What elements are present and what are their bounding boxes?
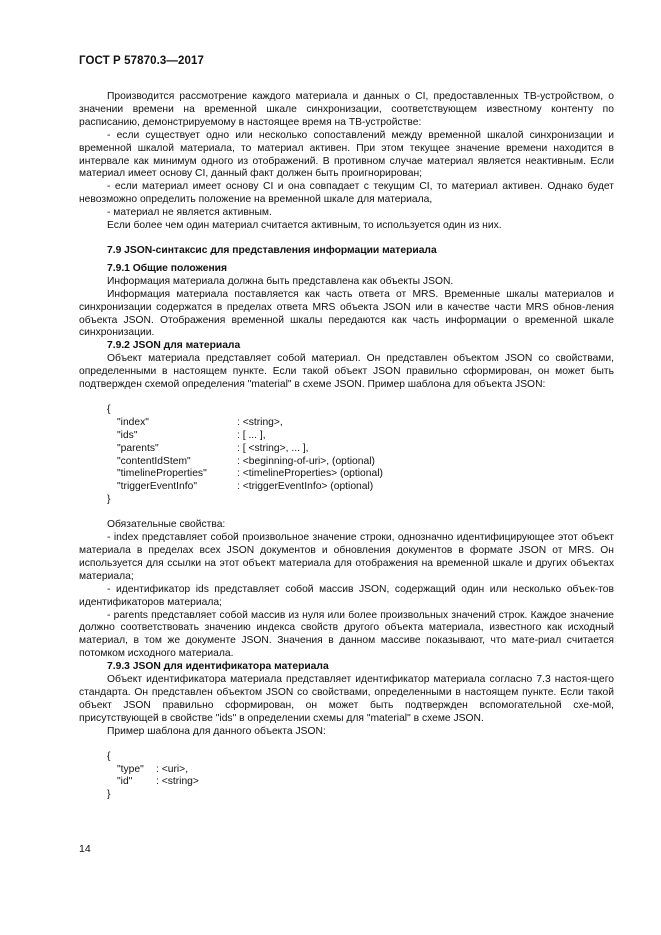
- paragraph: Информация материала поставляется как часть ответа от MRS. Временные шкалы материалов и синхронизации содержатся в пределах ответа MRS объекта JSON или в качестве части MRS обнов-ления объекта JSON. Отображения временной шкалы передаются как часть информации о временной шкале синхронизации.: [79, 288, 614, 339]
- code-key: "parents": [117, 442, 159, 454]
- code-value: : [ <string>, ... ],: [237, 442, 309, 454]
- paragraph: Если более чем один материал считается активным, то используется один из них.: [107, 220, 502, 232]
- paragraph: Объект материала представляет собой материал. Он представлен объектом JSON со свойствами, определенными в настоящем пункте. Если такой объект JSON правильно сформирован, он может быть подтвержден схемой определения "material" в схеме JSON. Пример шаблона для объекта JSON:: [79, 353, 614, 391]
- list-item: - index представляет собой произвольное значение строки, однозначно идентифицирующее этот объект материала в пределах всех JSON документов и обновления документов в формате JSON от MRS. Он используется для ссылки на этот объект материала для отображения на временной шкале и других объектах материала;: [79, 532, 614, 582]
- code-key: "index": [117, 416, 149, 428]
- code-value: : [ ... ],: [237, 429, 266, 441]
- code-key: "contentIdStem": [117, 455, 191, 467]
- code-value: : <timelineProperties> (optional): [237, 468, 383, 480]
- paragraph: Объект идентификатора материала представляет идентификатор материала согласно 7.3 настоя-щего стандарта. Он представлен объектом JSON со свойствами, определенными в настоящем пункте. Если такой объект JSON правильно сформирован, он может быть подтвержден вспомогательной схе-мой, присутствующей в свойстве "ids" в определении схемы для "material" в схеме JSON.: [79, 674, 614, 724]
- code-close-brace: }: [107, 494, 111, 506]
- list-item: - идентификатор ids представляет собой массив JSON, содержащий один или несколько объек-тов идентификаторов материала;: [79, 583, 614, 608]
- code-value: : <uri>,: [156, 763, 189, 775]
- list-item: - parents представляет собой массив из нуля или более произвольных значений строк. Каждое значение должно соответствовать значению индекса свойств другого объекта материала, известного как исходный материал, в том же документе JSON. Значения в данном массиве показывают, что мате-риал считается потомком исходного материала.: [79, 609, 614, 660]
- paragraph: Пример шаблона для данного объекта JSON:: [107, 725, 326, 737]
- code-close-brace: }: [107, 789, 111, 801]
- code-key: "timelineProperties": [117, 468, 207, 480]
- list-item: - если существует одно или несколько сопоставлений между временной шкалой синхронизации и временной шкалой материала, то материал активен. При этом текущее значение времени находится в интервале как минимум одного из отображений. В противном случае материал является неактивным. Если материал имеет основу CI, данный факт должен быть проигнорирован;: [79, 129, 614, 180]
- section-heading: 7.9 JSON-синтаксис для представления информации материала: [107, 244, 437, 256]
- code-open-brace: {: [107, 750, 111, 762]
- code-key: "triggerEventInfo": [117, 481, 198, 493]
- code-value: : <string>,: [237, 416, 283, 428]
- subsection-heading: 7.9.1 Общие положения: [107, 262, 227, 274]
- page-content: [79, 91, 614, 802]
- paragraph: Информация материала должна быть представлена как объекты JSON.: [107, 275, 454, 287]
- code-key: "ids": [117, 429, 138, 441]
- json-template-identifier: [79, 751, 614, 803]
- list-item: - если материал имеет основу CI и она совпадает с текущим CI, то материал активен. Однако будет невозможно определить положение на временной шкале для материала,: [79, 181, 614, 206]
- code-value: : <string>: [156, 776, 199, 788]
- json-template-material: [79, 404, 614, 507]
- page-number: 14: [79, 843, 91, 855]
- code-key: "type": [117, 763, 144, 775]
- paragraph: Производится рассмотрение каждого материала и данных о CI, предоставленных ТВ-устройством, о значении времени на временной шкале синхронизации, соответствующем известному контенту по расписанию, демонстрируемому в настоящее время на ТВ-устройстве:: [79, 91, 614, 128]
- code-key: "id": [117, 776, 133, 788]
- list-item: - материал не является активным.: [107, 207, 272, 219]
- code-value: : <beginning-of-uri>, (optional): [237, 455, 375, 467]
- subsection-heading: 7.9.2 JSON для материала: [107, 340, 241, 352]
- document-header: ГОСТ Р 57870.3—2017: [79, 55, 204, 67]
- subsection-heading: 7.9.3 JSON для идентификатора материала: [107, 661, 329, 673]
- code-value: : <triggerEventInfo> (optional): [237, 481, 374, 493]
- code-open-brace: {: [107, 403, 111, 415]
- paragraph: Обязательные свойства:: [107, 519, 226, 531]
